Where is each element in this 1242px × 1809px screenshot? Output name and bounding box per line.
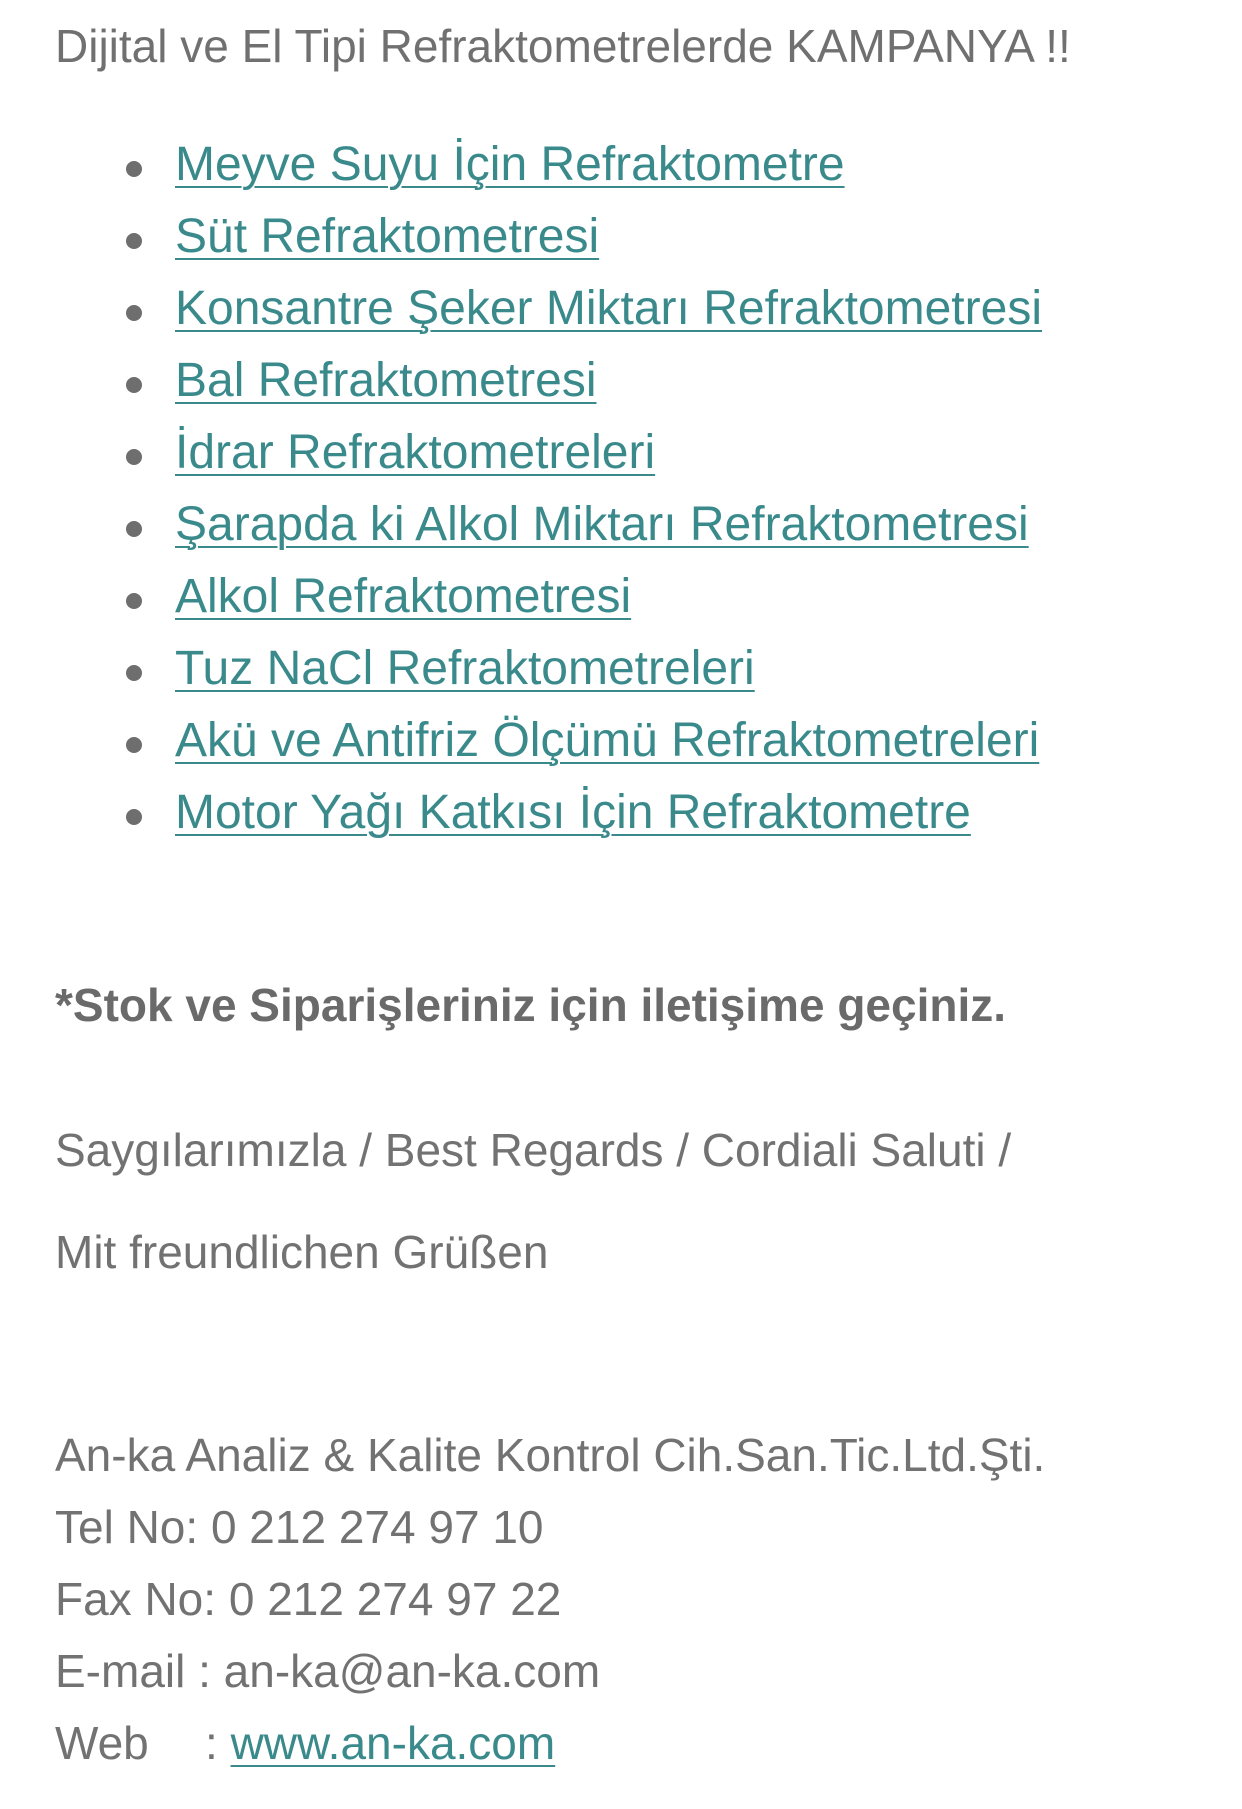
product-link-motor-yagi[interactable]: Motor Yağı Katkısı İçin Refraktometre <box>175 786 971 839</box>
bullet-icon <box>126 377 142 393</box>
bullet-icon <box>126 737 142 753</box>
website-link[interactable]: www.an-ka.com <box>230 1717 556 1769</box>
signature-email: E-mail : an-ka@an-ka.com <box>55 1645 601 1697</box>
product-link-meyve-suyu[interactable]: Meyve Suyu İçin Refraktometre <box>175 138 845 191</box>
list-item <box>0 421 1042 493</box>
bullet-icon <box>126 593 142 609</box>
bullet-icon <box>126 809 142 825</box>
bullet-icon <box>126 449 142 465</box>
list-item <box>0 637 1042 709</box>
list-item <box>0 781 1042 853</box>
bullet-icon <box>126 665 142 681</box>
list-item <box>0 133 1042 205</box>
product-link-aku-antifriz[interactable]: Akü ve Antifriz Ölçümü Refraktometreleri <box>175 714 1040 767</box>
list-item <box>0 709 1042 781</box>
bullet-icon <box>126 521 142 537</box>
product-link-konsantre-seker[interactable]: Konsantre Şeker Miktarı Refraktometresi <box>175 282 1042 335</box>
stock-order-notice: *Stok ve Siparişleriniz için iletişime geçiniz. <box>55 979 1007 1031</box>
campaign-headline: Dijital ve El Tipi Refraktometrelerde KAMPANYA !! <box>55 20 1071 72</box>
signature-company: An-ka Analiz & Kalite Kontrol Cih.San.Tic.Ltd.Şti. <box>55 1429 1046 1481</box>
list-item <box>0 277 1042 349</box>
web-separator: : <box>205 1717 231 1769</box>
signature-tel: Tel No: 0 212 274 97 10 <box>55 1501 544 1553</box>
web-label: Web <box>55 1717 149 1769</box>
product-link-idrar[interactable]: İdrar Refraktometreleri <box>175 426 656 479</box>
regards-line-2: Mit freundlichen Grüßen <box>55 1226 549 1278</box>
signature-fax: Fax No: 0 212 274 97 22 <box>55 1573 562 1625</box>
bullet-icon <box>126 161 142 177</box>
regards-line-1: Saygılarımızla / Best Regards / Cordiali Saluti / <box>55 1124 1012 1176</box>
product-link-tuz-nacl[interactable]: Tuz NaCl Refraktometreleri <box>175 642 755 695</box>
list-item <box>0 205 1042 277</box>
product-link-sarap-alkol[interactable]: Şarapda ki Alkol Miktarı Refraktometresi <box>175 498 1029 551</box>
product-link-bal[interactable]: Bal Refraktometresi <box>175 354 597 407</box>
list-item <box>0 565 1042 637</box>
list-item <box>0 493 1042 565</box>
product-link-sut[interactable]: Süt Refraktometresi <box>175 210 600 263</box>
list-item <box>0 349 1042 421</box>
product-link-alkol[interactable]: Alkol Refraktometresi <box>175 570 632 623</box>
product-link-list <box>0 133 1042 853</box>
bullet-icon <box>126 233 142 249</box>
signature-web <box>55 1713 555 1773</box>
bullet-icon <box>126 305 142 321</box>
